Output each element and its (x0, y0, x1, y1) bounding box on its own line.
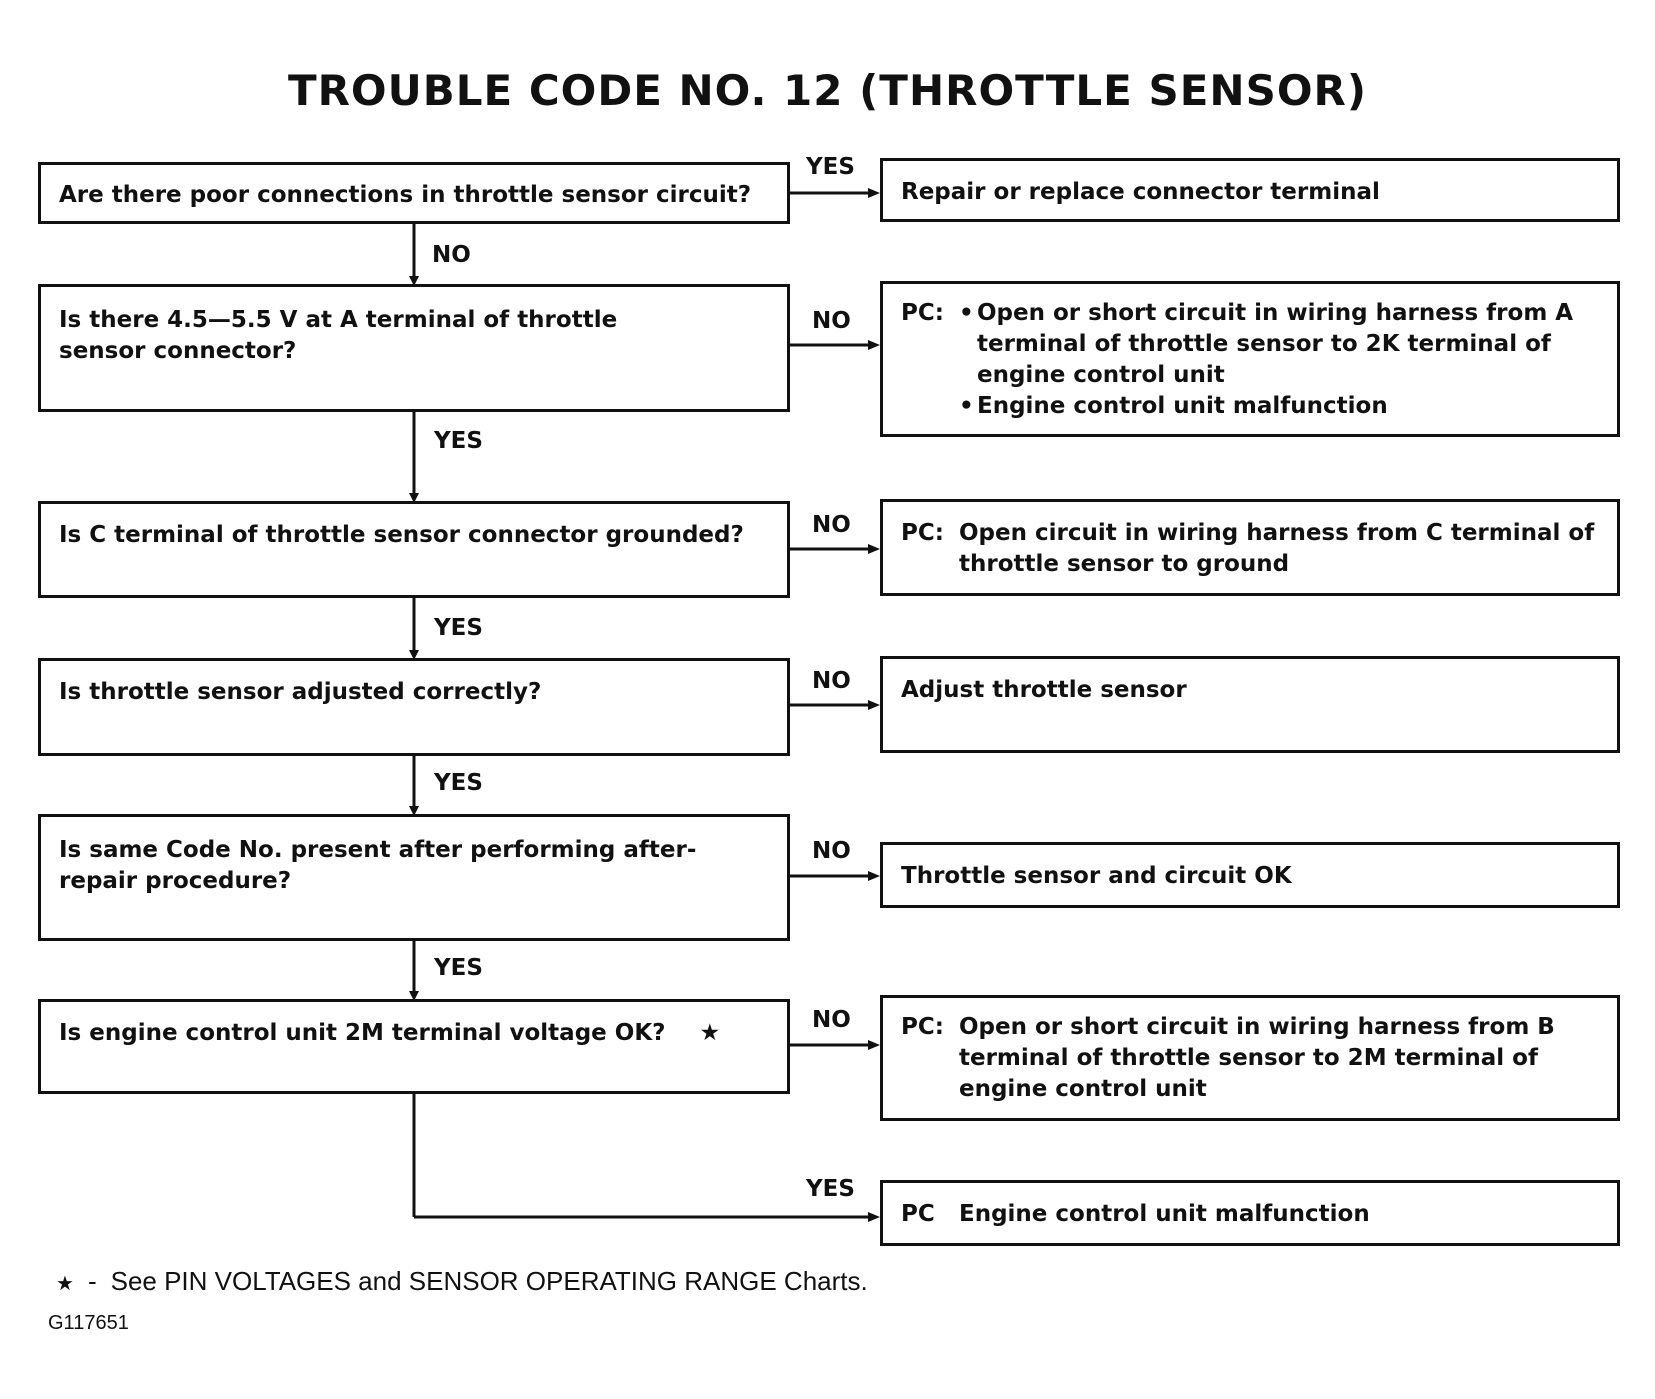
outcome-box-5 (880, 842, 1620, 908)
question-text: Is engine control unit 2M terminal voltage OK? (59, 1020, 666, 1046)
yes-label: YES (434, 615, 483, 641)
arrowhead (868, 700, 880, 710)
yes-label: YES (434, 770, 483, 796)
no-label: NO (432, 242, 471, 268)
arrowhead (868, 340, 880, 350)
bullet-icon: • (959, 300, 974, 326)
outcome-text: Engine control unit malfunction (959, 1201, 1370, 1227)
arrowhead (868, 188, 880, 198)
arrowhead (868, 544, 880, 554)
yes-label: YES (434, 955, 483, 981)
arrowhead (868, 871, 880, 881)
question-text: Is same Code No. present after performing after-repair procedure? (59, 837, 697, 894)
question-box-4 (38, 658, 790, 756)
chart-title: TROUBLE CODE NO. 12 (THROTTLE SENSOR) (287, 66, 1368, 115)
outcome-box-4 (880, 656, 1620, 753)
outcome-box-6 (880, 995, 1620, 1121)
arrowhead (868, 1040, 880, 1050)
yes-label: YES (806, 1176, 855, 1202)
outcome-box-7 (880, 1180, 1620, 1246)
outcome-text: Engine control unit malfunction (977, 393, 1388, 419)
no-label: NO (812, 668, 851, 694)
outcome-text: Repair or replace connector terminal (901, 179, 1380, 205)
question-box-2 (38, 284, 790, 412)
outcome-text: Open or short circuit in wiring harness from B terminal of throttle sensor to 2M terminal of engine control unit (959, 1014, 1555, 1102)
question-box-6 (38, 999, 790, 1094)
figure-id: G117651 (48, 1312, 129, 1334)
outcome-text: Open circuit in wiring harness from C terminal of throttle sensor to ground (959, 520, 1595, 577)
question-text: Is C terminal of throttle sensor connector grounded? (59, 522, 744, 548)
outcome-text: Open or short circuit in wiring harness from A terminal of throttle sensor to 2K terminal of engine control unit (977, 300, 1574, 388)
question-box-1 (38, 162, 790, 224)
outcome-text: Adjust throttle sensor (901, 677, 1187, 703)
pc-label: PC: (901, 300, 944, 326)
footnote (56, 1266, 868, 1297)
question-text: Is there 4.5—5.5 V at A terminal of throttle sensor connector? (59, 307, 618, 364)
outcome-box-2 (880, 281, 1620, 437)
no-label: NO (812, 1007, 851, 1033)
outcome-box-3 (880, 499, 1620, 596)
outcome-text: Throttle sensor and circuit OK (901, 863, 1292, 889)
outcome-box-1 (880, 158, 1620, 222)
bullet-icon: • (959, 393, 974, 419)
pc-label: PC (901, 1201, 935, 1227)
pc-label: PC: (901, 1014, 944, 1040)
question-box-3 (38, 501, 790, 598)
question-text: Are there poor connections in throttle sensor circuit? (59, 182, 752, 208)
no-label: NO (812, 512, 851, 538)
question-box-5 (38, 814, 790, 941)
yes-label: YES (806, 154, 855, 180)
no-label: NO (812, 838, 851, 864)
footnote-text: See PIN VOLTAGES and SENSOR OPERATING RANGE Charts. (110, 1266, 868, 1296)
star-icon: ★ (56, 1273, 74, 1295)
footnote-dash: - (87, 1266, 97, 1296)
arrowhead (868, 1212, 880, 1222)
star-icon: ★ (699, 1020, 721, 1046)
question-text: Is throttle sensor adjusted correctly? (59, 679, 542, 705)
no-label: NO (812, 308, 851, 334)
pc-label: PC: (901, 520, 944, 546)
yes-label: YES (434, 428, 483, 454)
